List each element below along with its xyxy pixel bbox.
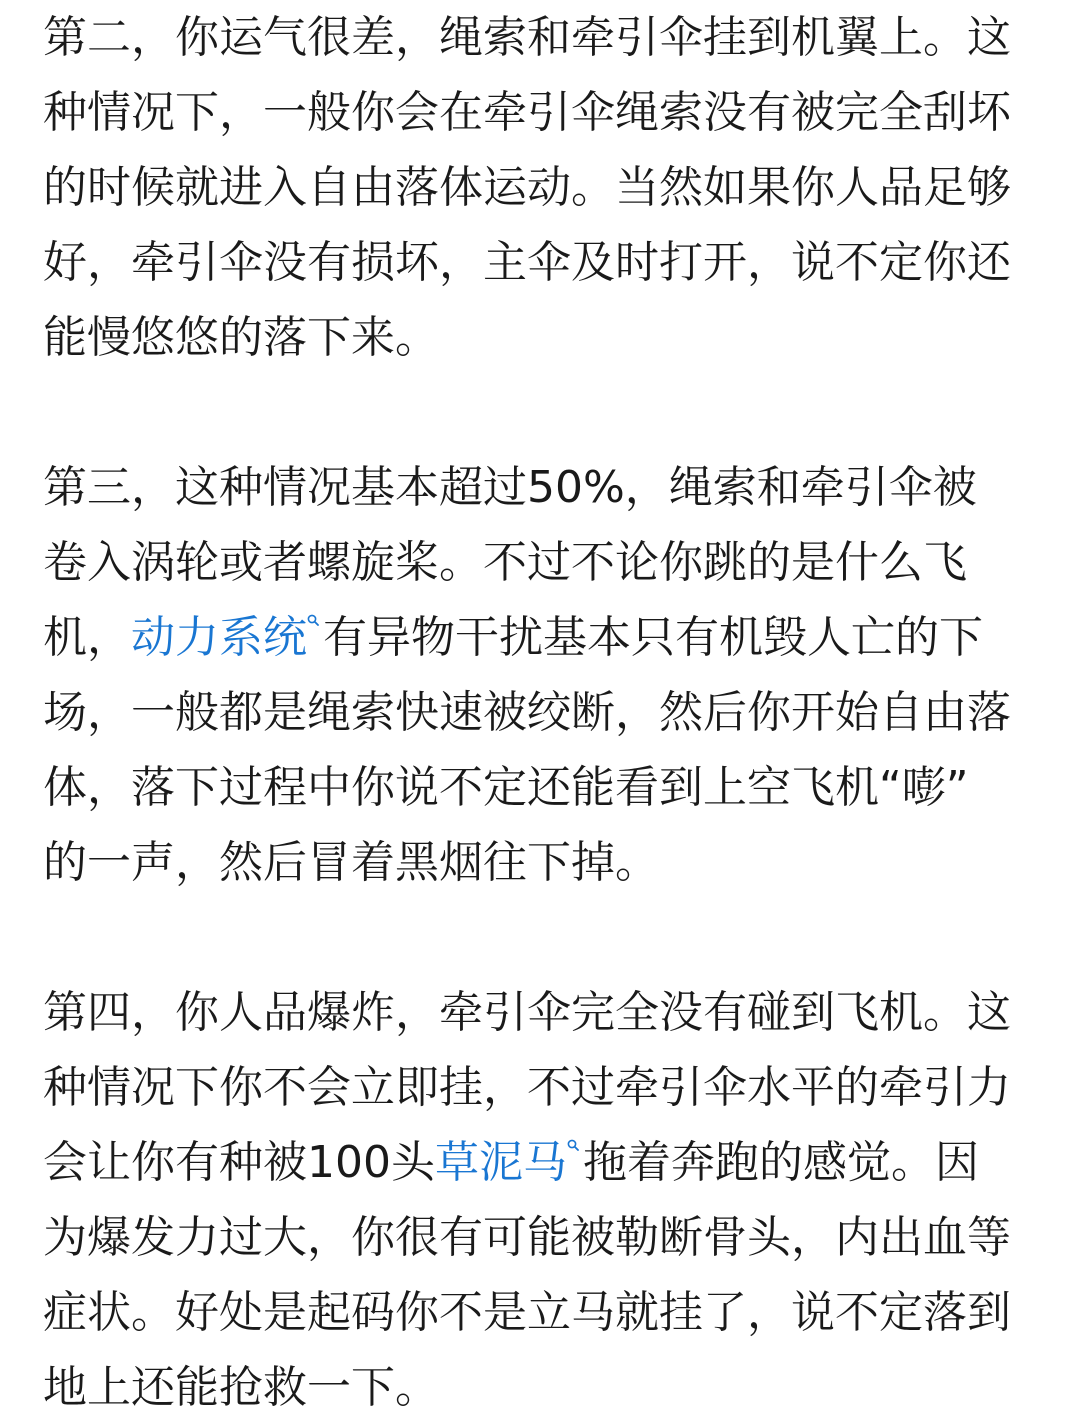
text-line: 种情况下，一般你会在牵引伞绳索没有被完全刮坏	[43, 87, 1011, 138]
text-line: 种情况下你不会立即挂，不过牵引伞水平的牵引力	[43, 1062, 1011, 1113]
keyword-link-label: 草泥马	[434, 1137, 567, 1188]
text-line: 场，一般都是绳索快速被绞断，然后你开始自由落	[43, 687, 1011, 738]
paragraph-fourth	[43, 975, 1059, 1425]
paragraph-second	[43, 0, 1059, 375]
search-icon	[307, 600, 321, 630]
text-line: 好，牵引伞没有损坏，主伞及时打开，说不定你还	[43, 237, 1011, 288]
text-line: 症状。好处是起码你不是立马就挂了，说不定落到	[43, 1287, 1011, 1338]
text-line-with-link	[43, 1125, 1059, 1200]
text-line: 第三，这种情况基本超过50%，绳索和牵引伞被	[43, 462, 977, 513]
text-line: 的一声，然后冒着黑烟往下掉。	[43, 837, 659, 888]
text-segment: 有异物干扰基本只有机毁人亡的下	[323, 612, 983, 663]
text-segment: 机，	[43, 612, 131, 663]
keyword-link-power-system[interactable]	[131, 612, 323, 663]
text-line: 地上还能抢救一下。	[43, 1362, 439, 1413]
text-line: 的时候就进入自由落体运动。当然如果你人品足够	[43, 162, 1011, 213]
search-icon	[567, 1125, 581, 1155]
text-line: 为爆发力过大，你很有可能被勒断骨头，内出血等	[43, 1212, 1011, 1263]
text-line-with-link	[43, 600, 1059, 675]
text-line: 能慢悠悠的落下来。	[43, 312, 439, 363]
article-body	[43, 0, 1059, 1425]
text-line: 第二，你运气很差，绳索和牵引伞挂到机翼上。这	[43, 12, 1011, 63]
keyword-link-label: 动力系统	[131, 612, 307, 663]
text-segment: 拖着奔跑的感觉。因	[582, 1137, 979, 1188]
keyword-link-alpaca[interactable]	[435, 1137, 583, 1188]
text-line: 体，落下过程中你说不定还能看到上空飞机“嘭”	[43, 762, 969, 813]
paragraph-third	[43, 450, 1059, 900]
text-line: 卷入涡轮或者螺旋桨。不过不论你跳的是什么飞	[43, 537, 967, 588]
text-segment: 会让你有种被100头	[43, 1137, 435, 1188]
text-line: 第四，你人品爆炸，牵引伞完全没有碰到飞机。这	[43, 987, 1011, 1038]
